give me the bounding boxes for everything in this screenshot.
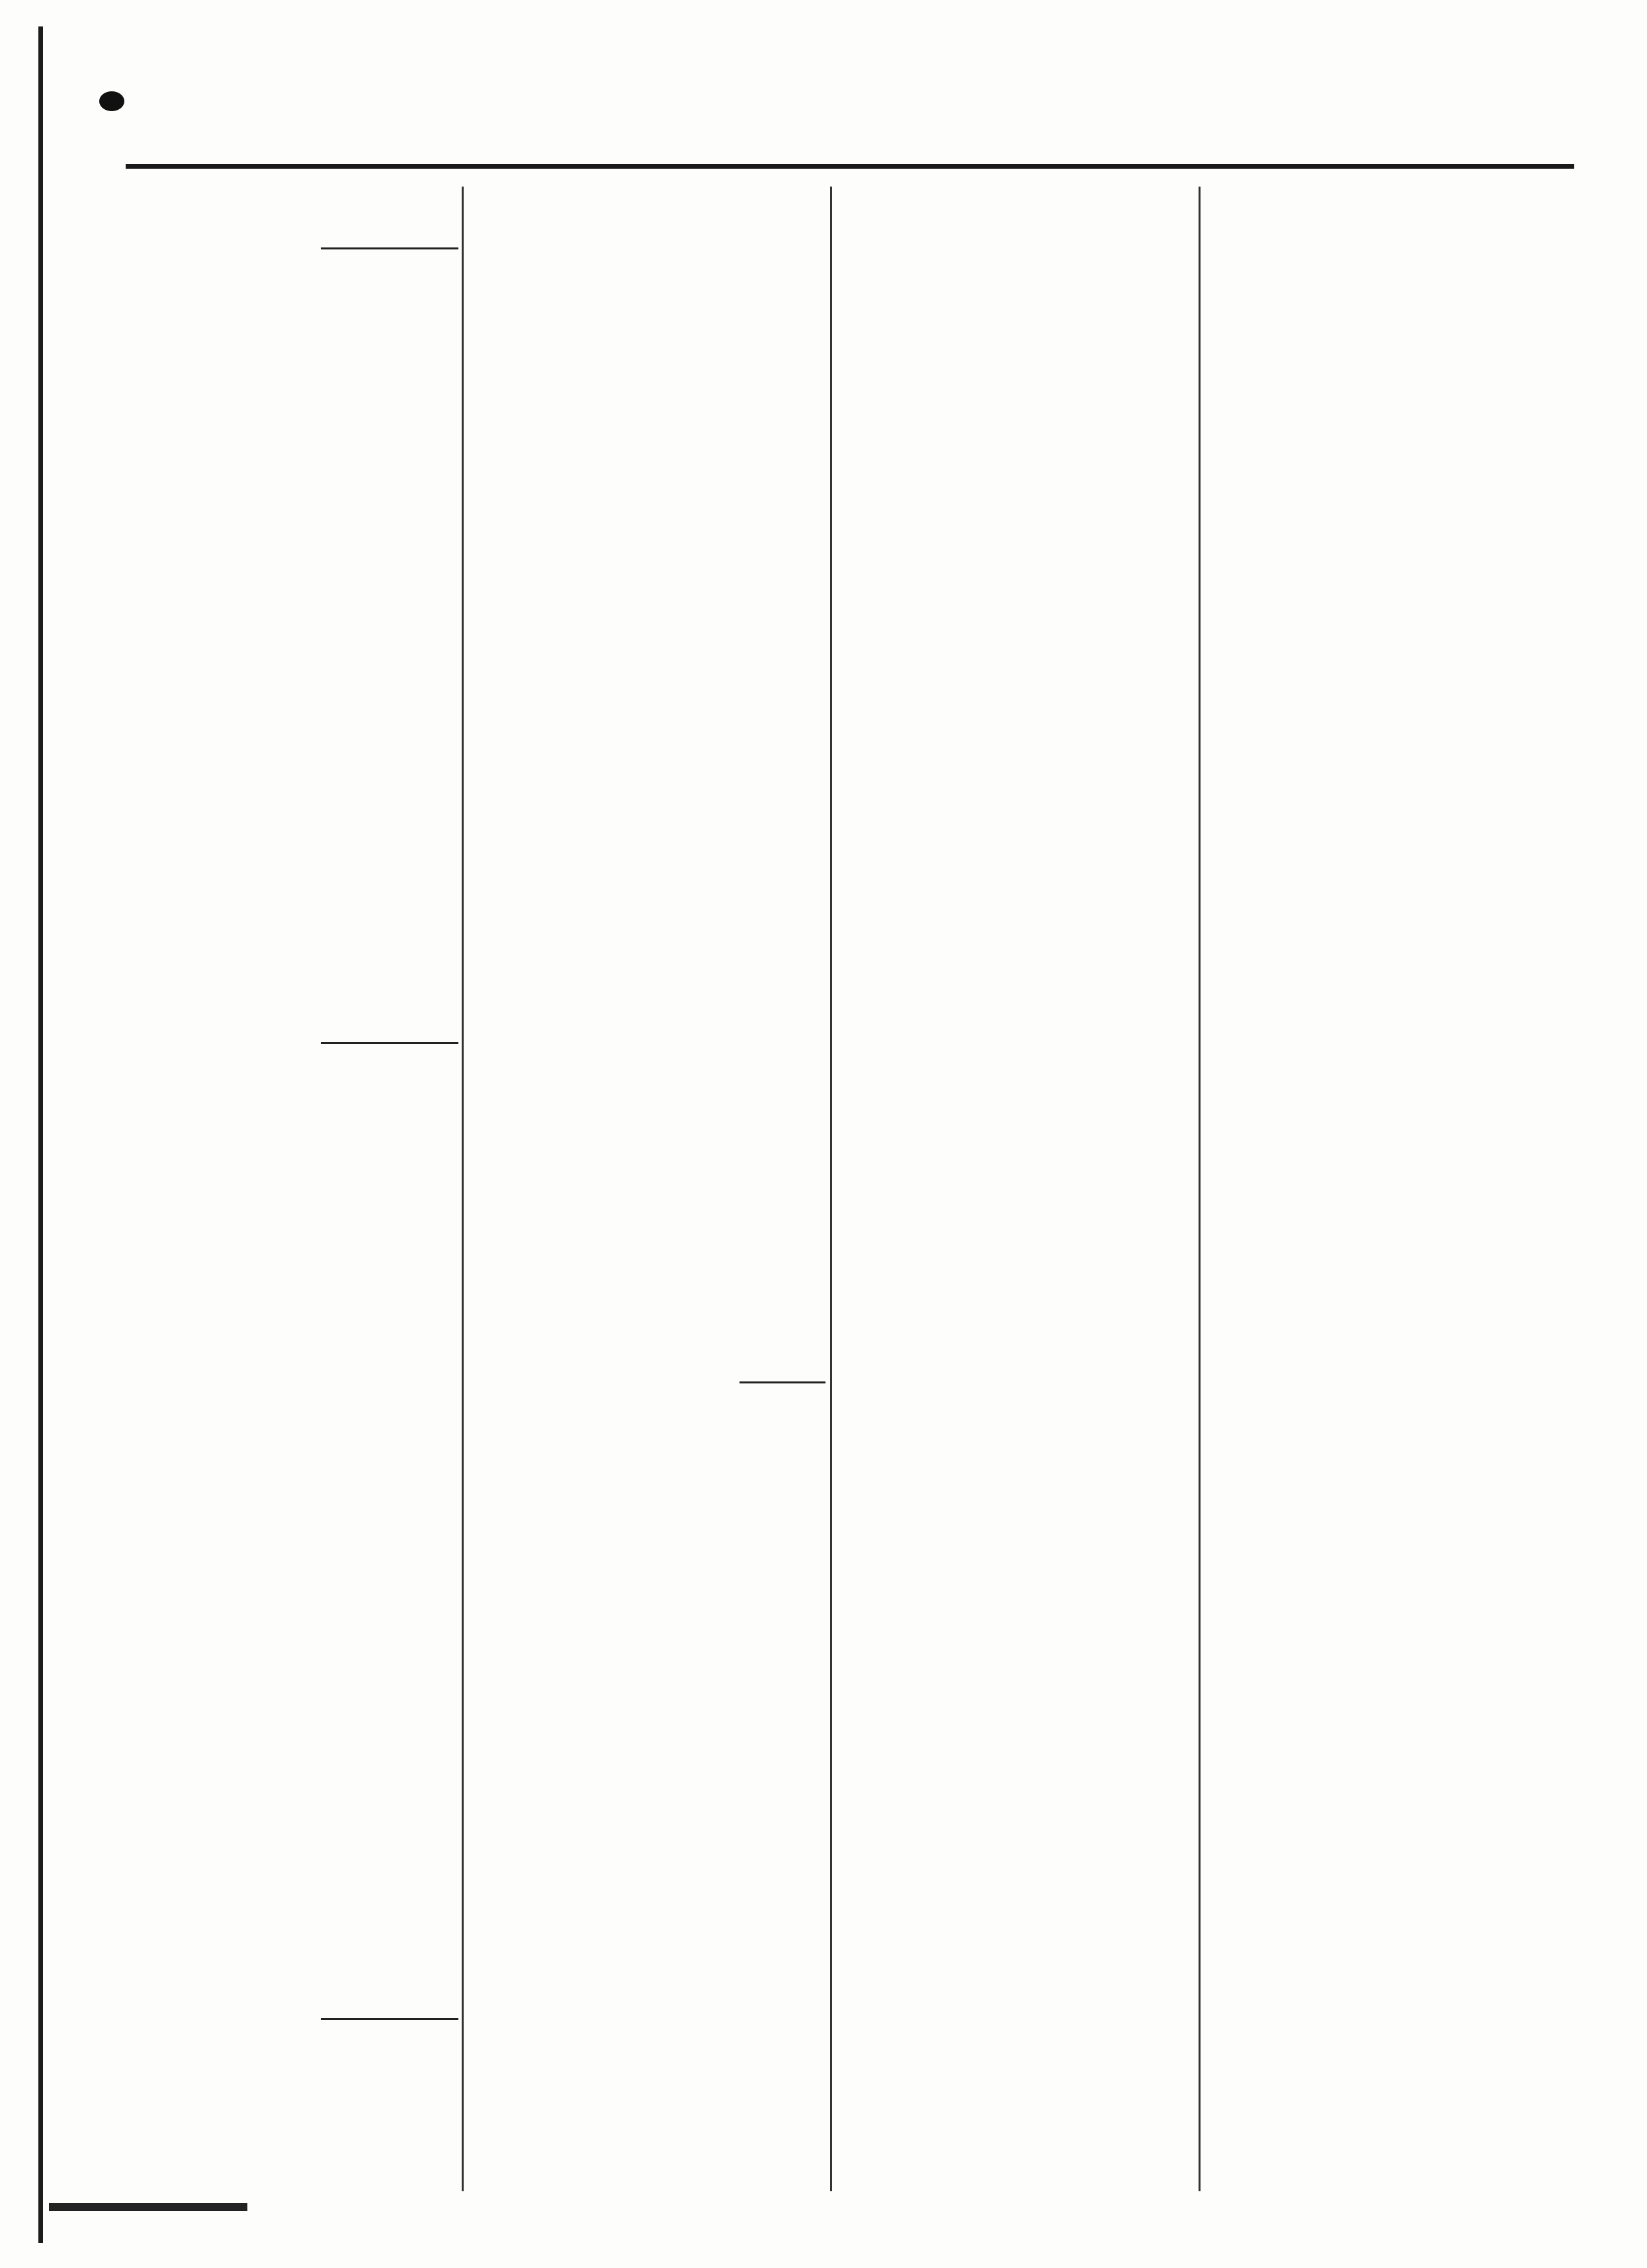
subscriber-row [96,985,458,1008]
subscriber-row [468,1303,825,1325]
subscriber-row [468,962,825,984]
subscriber-row [96,1916,458,1939]
subscriber-row [468,395,825,417]
subscriber-row [468,1166,825,1189]
subscriber-row [96,1621,458,1643]
subscriber-row [468,1325,825,1348]
subscriber-row [96,1417,458,1439]
subscriber-row [96,1167,458,1190]
subscriber-row [468,939,825,962]
total-rule [468,1370,825,1393]
subscriber-row [468,984,825,1007]
spacer [468,1348,825,1370]
subscriber-row [96,849,458,871]
spacer [96,281,458,304]
subscriber-row [468,1121,825,1143]
subscriber-row [468,327,825,349]
subscriber-row [468,304,825,326]
subscriber-row [468,417,825,440]
subscriber-row [96,1553,458,1575]
subscriber-row [96,1962,458,1984]
subscriber-row [468,894,825,916]
subscriber-row [468,667,825,689]
subscriber-row [96,531,458,554]
subscriber-row [96,713,458,736]
subscriber-row [96,894,458,917]
subscriber-row [468,1280,825,1302]
subscriber-row [468,554,825,576]
page-corner-smudge [49,2203,247,2211]
subscriber-row [96,1213,458,1235]
subscriber-row [96,690,458,713]
subscriber-row [468,713,825,735]
column-divider [830,187,832,2191]
subscriber-row [96,758,458,781]
subscriber-row [468,1235,825,1257]
section-total [96,2029,458,2052]
subscriber-row [96,1576,458,1598]
subscriber-row [96,509,458,531]
subscriber-row [468,781,825,803]
subscriber-row [96,1394,458,1417]
subscriber-row [468,1257,825,1280]
subscriber-row [468,508,825,531]
subscriber-row [468,849,825,871]
subscriber-row [468,871,825,894]
subscriber-row [96,804,458,826]
total-rule [96,2007,458,2029]
section-heading [96,1099,458,1122]
subscriber-row [468,1211,825,1234]
subscriber-row [96,1939,458,1961]
page-header [93,112,1574,185]
subscriber-row [96,418,458,441]
subscriber-row [96,1780,458,1802]
subscriber-row [96,350,458,372]
column-divider [1199,187,1201,2191]
subscriber-row [96,1462,458,1485]
page-binding-edge [38,26,43,2243]
subscriber-row [96,645,458,668]
subscriber-row [96,191,458,213]
subscriber-row [468,576,825,599]
subscriber-row [96,463,458,486]
subscriber-row [96,1372,458,1394]
subscriber-row [96,1735,458,1757]
subscriber-row [96,372,458,395]
subscriber-row [468,735,825,758]
subscriber-row [96,1870,458,1893]
subscriber-row [96,395,458,417]
subscriber-row [96,1984,458,2007]
subscriber-row [96,1848,458,1870]
subscriber-row [468,1098,825,1121]
subscriber-row [468,281,825,304]
section-total [96,1053,458,1076]
subscriber-row [468,259,825,281]
subscriber-row [96,1145,458,1167]
subscriber-row [96,577,458,599]
subscriber-row [96,940,458,963]
subscriber-row [96,1689,458,1712]
subscriber-row [468,531,825,553]
subscriber-row [96,2125,458,2148]
column-divider [462,187,464,2191]
subscriber-row [468,1053,825,1075]
subscriber-row [96,213,458,236]
subscriber-row [468,1030,825,1053]
subscriber-row [96,1485,458,1507]
subscriber-row [96,826,458,849]
subscriber-row [96,963,458,985]
subscriber-row [96,1281,458,1303]
column-1 [96,191,458,2171]
rule-line [321,1042,458,1044]
subscriber-row [468,803,825,826]
subscriber-row [468,463,825,486]
subscriber-row [468,644,825,667]
subscriber-row [96,1349,458,1372]
subscriber-row [96,1440,458,1462]
subscriber-row [96,2103,458,2125]
rule-line [321,2018,458,2020]
subscriber-row [468,1143,825,1166]
section-heading [96,2077,458,2103]
section-heading [96,2052,458,2077]
subscriber-row [468,191,825,213]
subscriber-row [96,1008,458,1030]
subscriber-row [468,349,825,372]
subscriber-row [96,1667,458,1689]
subscriber-row [468,1189,825,1211]
rule-line [321,247,458,249]
subscriber-row [96,1326,458,1348]
subscriber-row [96,668,458,690]
subscriber-row [468,1008,825,1030]
subscriber-row [96,781,458,803]
subscriber-row [96,872,458,894]
subscriber-row [96,1258,458,1280]
subscriber-row [468,372,825,394]
subscriber-row [468,826,825,848]
subscriber-row [96,1530,458,1553]
ink-blot [99,91,124,111]
subscriber-row [468,599,825,621]
total-rule [96,1031,458,1053]
subscriber-row [468,1076,825,1098]
subscriber-row [96,1235,458,1258]
subscriber-row [96,1643,458,1666]
subscriber-row [468,690,825,713]
subscriber-row [96,327,458,349]
subscriber-row [468,236,825,259]
subscriber-row [96,441,458,463]
section-total [96,259,458,281]
subscriber-row [468,758,825,780]
subscriber-row [96,1508,458,1530]
subscriber-row [96,1712,458,1734]
subscriber-row [96,1598,458,1621]
subscriber-row [96,599,458,622]
subscriber-row [96,1825,458,1848]
subscriber-row [468,622,825,644]
subscriber-row [468,486,825,508]
subscriber-row [96,1802,458,1825]
subscriber-row [96,1303,458,1326]
subscriber-row [96,486,458,509]
section-heading [96,304,458,327]
subscriber-row [96,917,458,939]
column-2 [468,191,825,1393]
subscriber-row [468,440,825,462]
subscriber-row [96,2148,458,2170]
subscriber-row [96,1894,458,1916]
subscriber-row [96,1190,458,1212]
subscriber-row [96,622,458,644]
rule-line [739,1381,825,1383]
header-rule [126,164,1574,169]
spacer [96,1076,458,1098]
total-rule [96,236,458,259]
subscriber-row [96,1122,458,1145]
subscriber-row [96,554,458,576]
subscriber-row [468,917,825,939]
subscriber-row [468,213,825,236]
subscriber-row [96,736,458,758]
subscriber-row [96,1757,458,1780]
